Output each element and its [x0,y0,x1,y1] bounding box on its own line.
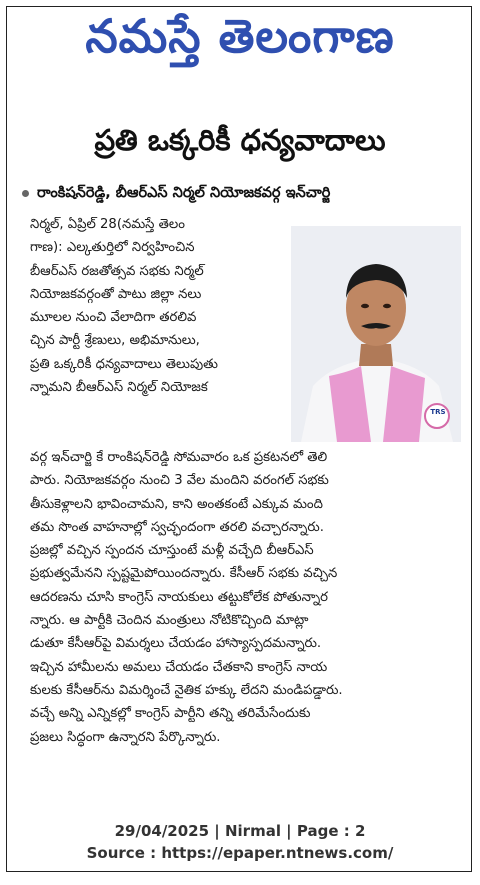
body-line: డుతూ కేసీఆర్‌పై విమర్శలు చేయడం హాస్యాస్పదమన్నారు. [30,636,322,652]
body-line: మూలల నుంచి వేలాదిగా తరలివ [30,310,197,326]
body-line: బీఆర్‌ఎస్‌ రజతోత్సవ సభకు నిర్మల్‌ [30,263,204,279]
body-line: తమ సొంత వాహనాల్లో స్వచ్ఛందంగా తరలి వచ్చారన్నారు. [30,519,324,535]
body-line: ప్రజలు సిద్ధంగా ఉన్నారని పేర్కొన్నారు. [30,729,221,745]
body-line: గాణ): ఎల్కతుర్తిలో నిర్వహించిన [30,240,195,256]
article-byline [22,182,462,204]
body-line: తీసుకెళ్లాలని భావించామని, కాని అంతకంటే ఎక్కువ మంది [30,496,323,512]
edition-info: 29/04/2025 | Nirmal | Page : 2 [114,822,366,840]
bullet-icon [22,190,29,197]
body-line: ప్రభుత్వమేనని స్పష్టమైపోయిందన్నారు. కేసీఆర్‌ సభకు వచ్చిన [30,566,338,582]
body-line: వర్గ ఇన్‌చార్జి కే రాంకిషన్‌రెడ్డి సోమవారం ఒక ప్రకటనలో తెలి [30,450,328,465]
body-line: ఇచ్చిన హామీలను అమలు చేయడం చేతకాని కాంగ్రెస్‌ నాయ [30,659,328,675]
body-line: నియోజకవర్గంతో పాటు జిల్లా నలు [30,286,202,302]
politician-photo [291,226,461,442]
newspaper-masthead: నమస్తే తెలంగాణ [85,9,395,63]
body-line: చ్చిన పార్టీ శ్రేణులు, అభిమానులు, [30,333,200,349]
article-body-narrow [30,213,283,399]
body-line: ప్రతి ఒక్కరికీ ధన్యవాదాలు తెలుపుతు [30,356,218,372]
photo-badge: TRS [430,408,446,416]
body-line: పారు. నియోజకవర్గం నుంచి 3 వేల మందిని వరంగల్‌ సభకు [30,473,329,489]
body-line: ప్రజల్లో వచ్చిన స్పందన చూస్తుంటే మళ్లీ వచ్చేది బీఆర్‌ఎస్‌ [30,543,314,559]
article-headline: ప్రతి ఒక్కరికీ ధన్యవాదాలు [94,123,386,157]
body-line: ఆదరణను చూసి కాంగ్రెస్‌ నాయకులు తట్టుకోలేక పోతున్నార [30,589,328,605]
byline-text: రాంకిషన్‌రెడ్డి, బీఆర్‌ఎస్‌ నిర్మల్‌ నియోజకవర్గ ఇన్‌చార్జి [37,185,331,201]
body-line: నిర్మల్‌, ఏప్రిల్‌ 28(నమస్తే తెలం [30,217,185,232]
source-link[interactable]: Source : https://epaper.ntnews.com/ [86,844,394,862]
body-line: కులకు కేసీఆర్‌ను విమర్శించే నైతిక హక్కు లేదని మండిపడ్డారు. [30,682,343,698]
body-line: న్నారు. ఆ పార్టీకి చెందిన మంత్రులు నోటికొచ్చింది మాట్లా [30,613,309,629]
body-line: వచ్చే అన్ని ఎన్నికల్లో కాంగ్రెస్‌ పార్టీని తన్ని తరిమేసేందుకు [30,706,311,722]
body-line: న్నామని బీఆర్‌ఎస్‌ నిర్మల్‌ నియోజక [30,380,208,396]
article-body-wide [30,446,460,749]
